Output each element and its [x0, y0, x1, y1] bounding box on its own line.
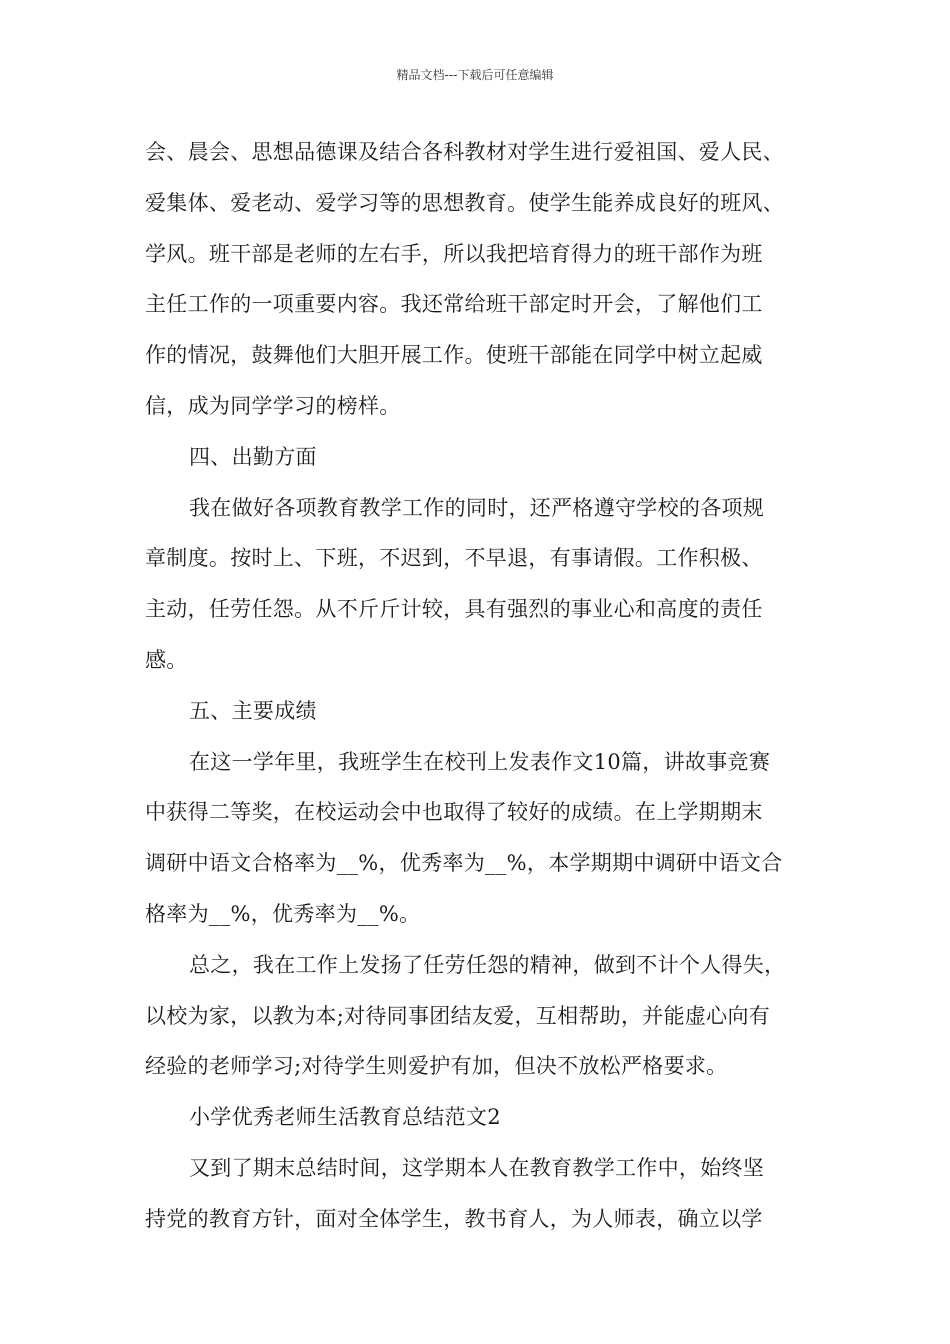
text-line: 爱集体、爱老动、爱学习等的思想教育。使学生能养成良好的班风、 — [145, 190, 784, 215]
text-line: 主任工作的一项重要内容。我还常给班干部定时开会，了解他们工 — [145, 292, 763, 317]
text-line: 感。 — [145, 647, 188, 672]
text-line: 信，成为同学学习的榜样。 — [145, 393, 401, 418]
section-heading: 四、出勤方面 — [189, 444, 317, 469]
text-line: 在这一学年里，我班学生在校刊上发表作文10篇，讲故事竞赛 — [189, 749, 771, 774]
page-header: 精品文档---下载后可任意编辑 — [396, 68, 554, 82]
document-body — [145, 127, 815, 1245]
text-line: 学风。班干部是老师的左右手，所以我把培育得力的班干部作为班 — [145, 241, 763, 266]
text-line: 章制度。按时上、下班，不迟到，不早退，有事请假。工作积极、 — [145, 546, 763, 571]
text-line: 格率为__%，优秀率为__%。 — [145, 901, 421, 926]
article-title: 小学优秀老师生活教育总结范文2 — [189, 1105, 501, 1130]
text-line: 总之，我在工作上发扬了任劳任怨的精神，做到不计个人得失， — [189, 952, 786, 977]
section-heading: 五、主要成绩 — [189, 698, 317, 723]
text-line: 又到了期末总结时间，这学期本人在教育教学工作中，始终坚 — [189, 1155, 765, 1180]
text-line: 我在做好各项教育教学工作的同时，还严格遵守学校的各项规 — [189, 495, 765, 520]
text-line: 经验的老师学习;对待学生则爱护有加，但决不放松严格要求。 — [145, 1054, 728, 1079]
text-line: 以校为家，以教为本;对待同事团结友爱，互相帮助，并能虚心向有 — [145, 1003, 771, 1028]
text-line: 中获得二等奖，在校运动会中也取得了较好的成绩。在上学期期末 — [145, 800, 763, 825]
text-line: 会、晨会、思想品德课及结合各科教材对学生进行爱祖国、爱人民、 — [145, 140, 784, 164]
text-line: 持党的教育方针，面对全体学生，教书育人，为人师表，确立以学 — [145, 1206, 763, 1231]
text-line: 调研中语文合格率为__%，优秀率为__%，本学期期中调研中语文合 — [145, 851, 783, 876]
text-line: 主动，任劳任怨。从不斤斤计较，具有强烈的事业心和高度的责任 — [145, 597, 763, 622]
text-line: 作的情况，鼓舞他们大胆开展工作。使班干部能在同学中树立起威 — [145, 343, 763, 368]
